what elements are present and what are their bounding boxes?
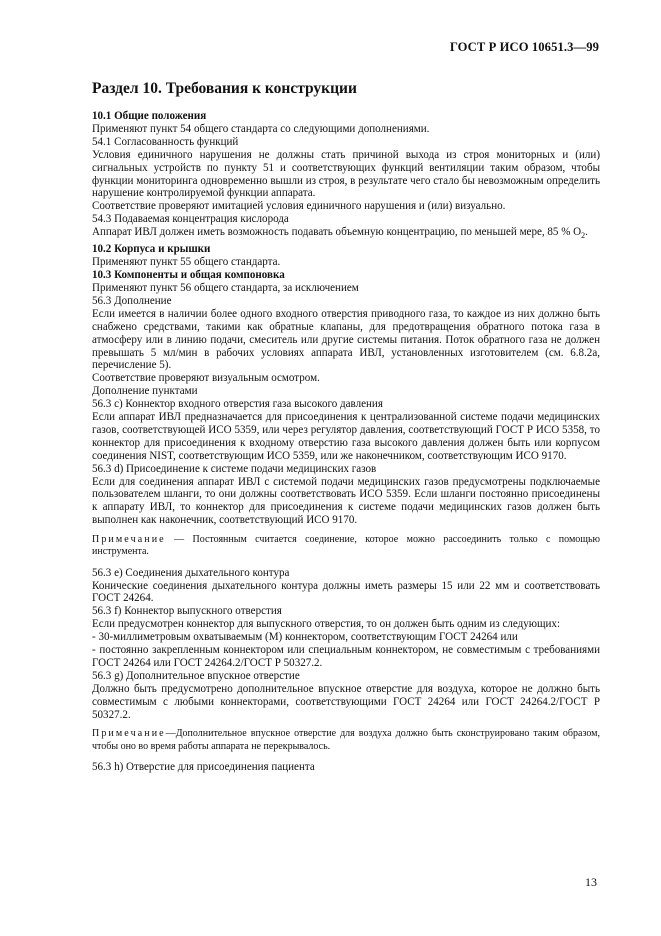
paragraph (92, 226, 600, 243)
note-dash: — (165, 534, 193, 546)
clause-heading: 56.3 h) Отверстие для присоединения пациента (92, 760, 315, 773)
document-code-header: ГОСТ Р ИСО 10651.3—99 (449, 40, 599, 54)
paragraph: Если имеется в наличии более одного входного отверстия приводного газа, то каждое из них должно быть снабжено средствами, такими как обратные клапаны, для предотвращения обратного потока газа в атмосферу или в линию подачи, смеситель или другие системы питания. Поток обратного газа не должен превышать 5 мл/мин в рабочих условиях аппарата ИВЛ, установленных изготовителем (см. 6.8.2a, перечисление 5). (92, 307, 600, 372)
document-body (92, 110, 600, 774)
list-item: - 30-миллиметровым охватываемым (М) коннектором, соответствующим ГОСТ 24264 или (92, 631, 518, 644)
paragraph: Применяют пункт 56 общего стандарта, за исключением (92, 281, 359, 294)
note-label: Примечание (92, 728, 166, 740)
paragraph: Применяют пункт 54 общего стандарта со следующими дополнениями. (92, 122, 430, 135)
paragraph: Соответствие проверяют визуальным осмотром. (92, 372, 320, 385)
paragraph: Дополнение пунктами (92, 385, 198, 398)
subsection-heading: 10.3 Компоненты и общая компоновка (92, 269, 285, 282)
list-item: - постоянно закрепленным коннектором или специальным коннектором, не совместимым с требованиями ГОСТ 24264 или ГОСТ 24264.2/ГОСТ Р 50327.2. (92, 644, 600, 669)
note-text: Дополнительное впускное отверстие для воздуха должно быть сконструировано таким образом, чтобы оно во время работы аппарата не перекрывалось. (92, 728, 600, 752)
paragraph-text: Аппарат ИВЛ должен иметь возможность подавать объемную концентрацию, по меньшей мере, 85 % O (92, 226, 582, 239)
note (92, 534, 600, 558)
paragraph: Конические соединения дыхательного контура должны иметь размеры 15 или 22 мм и соответствовать ГОСТ 24264. (92, 579, 600, 605)
clause-heading: 56.3 e) Соединения дыхательного контура (92, 566, 290, 579)
clause-heading: 56.3 g) Дополнительное впускное отверстие (92, 669, 300, 682)
note-text: Постоянным считается соединение, которое можно рассоединить только с помощью инструмента. (92, 534, 601, 558)
paragraph: Если аппарат ИВЛ предназначается для присоединения к централизованной системе подачи медицинских газов, соответствующей ИСО 5359, или через регулятор давления, соответствующий ГОСТ Р ИСО 5358, то коннектор для присоединения к входному отверстию газа высокого давления должен быть или корпусом соединения NIST, соответствующим ИСО 5359, или же наконечником, соответствующим ИСО 9170. (92, 411, 600, 462)
section-title: Раздел 10. Требования к конструкции (92, 80, 357, 97)
clause-heading: 56.3 Дополнение (92, 294, 172, 307)
paragraph: Применяют пункт 55 общего стандарта. (92, 256, 281, 269)
paragraph: Если предусмотрен коннектор для выпускного отверстия, то он должен быть одним из следующих: (92, 618, 561, 631)
paragraph: Должно быть предусмотрено дополнительное впускное отверстие для воздуха, которое не должно быть совместимым с любыми коннекторами, соответствующими ГОСТ 24264 или ГОСТ 24264.2/ГОСТ Р 50327.2. (92, 682, 600, 721)
paragraph: Если для соединения аппарат ИВЛ с системой подачи медицинских газов предусмотрены подключаемые пользователем шланги, то они должны соответствовать ИСО 5359. Если шланги постоянно присоединены к аппарату ИВЛ, то коннектор для присоединения к системе подачи медицинских газов должен быть выполнен как наконечник, соответствующий ИСО 9170. (92, 475, 600, 527)
note-label: Примечание (92, 534, 166, 546)
clause-heading: 56.3 f) Коннектор выпускного отверстия (92, 605, 282, 618)
clause-heading: 54.1 Согласованность функций (92, 135, 239, 148)
clause-heading: 56.3 c) Коннектор входного отверстия газа высокого давления (92, 398, 383, 411)
note (92, 728, 600, 752)
subsection-heading: 10.1 Общие положения (92, 110, 207, 122)
page-number: 13 (585, 875, 597, 889)
paragraph-end: . (585, 226, 588, 239)
subscript: 2 (581, 231, 586, 241)
clause-heading: 54.3 Подаваемая концентрация кислорода (92, 213, 289, 226)
clause-heading: 56.3 d) Присоединение к системе подачи медицинских газов (92, 462, 377, 475)
paragraph: Соответствие проверяют имитацией условия единичного нарушения и (или) визуально. (92, 200, 506, 213)
note-dash: — (165, 728, 176, 740)
paragraph: Условия единичного нарушения не должны стать причиной выхода из строя мониторных и (или) сигнальных устройств по пункту 51 и соответствующих функций вентиляции таким образом, чтобы функции мониторинга одновременно вышли из строя, в результате чего стало бы невозможным определить нарушение контролируемой функции аппарата. (92, 148, 600, 200)
subsection-heading: 10.2 Корпуса и крышки (92, 243, 211, 256)
